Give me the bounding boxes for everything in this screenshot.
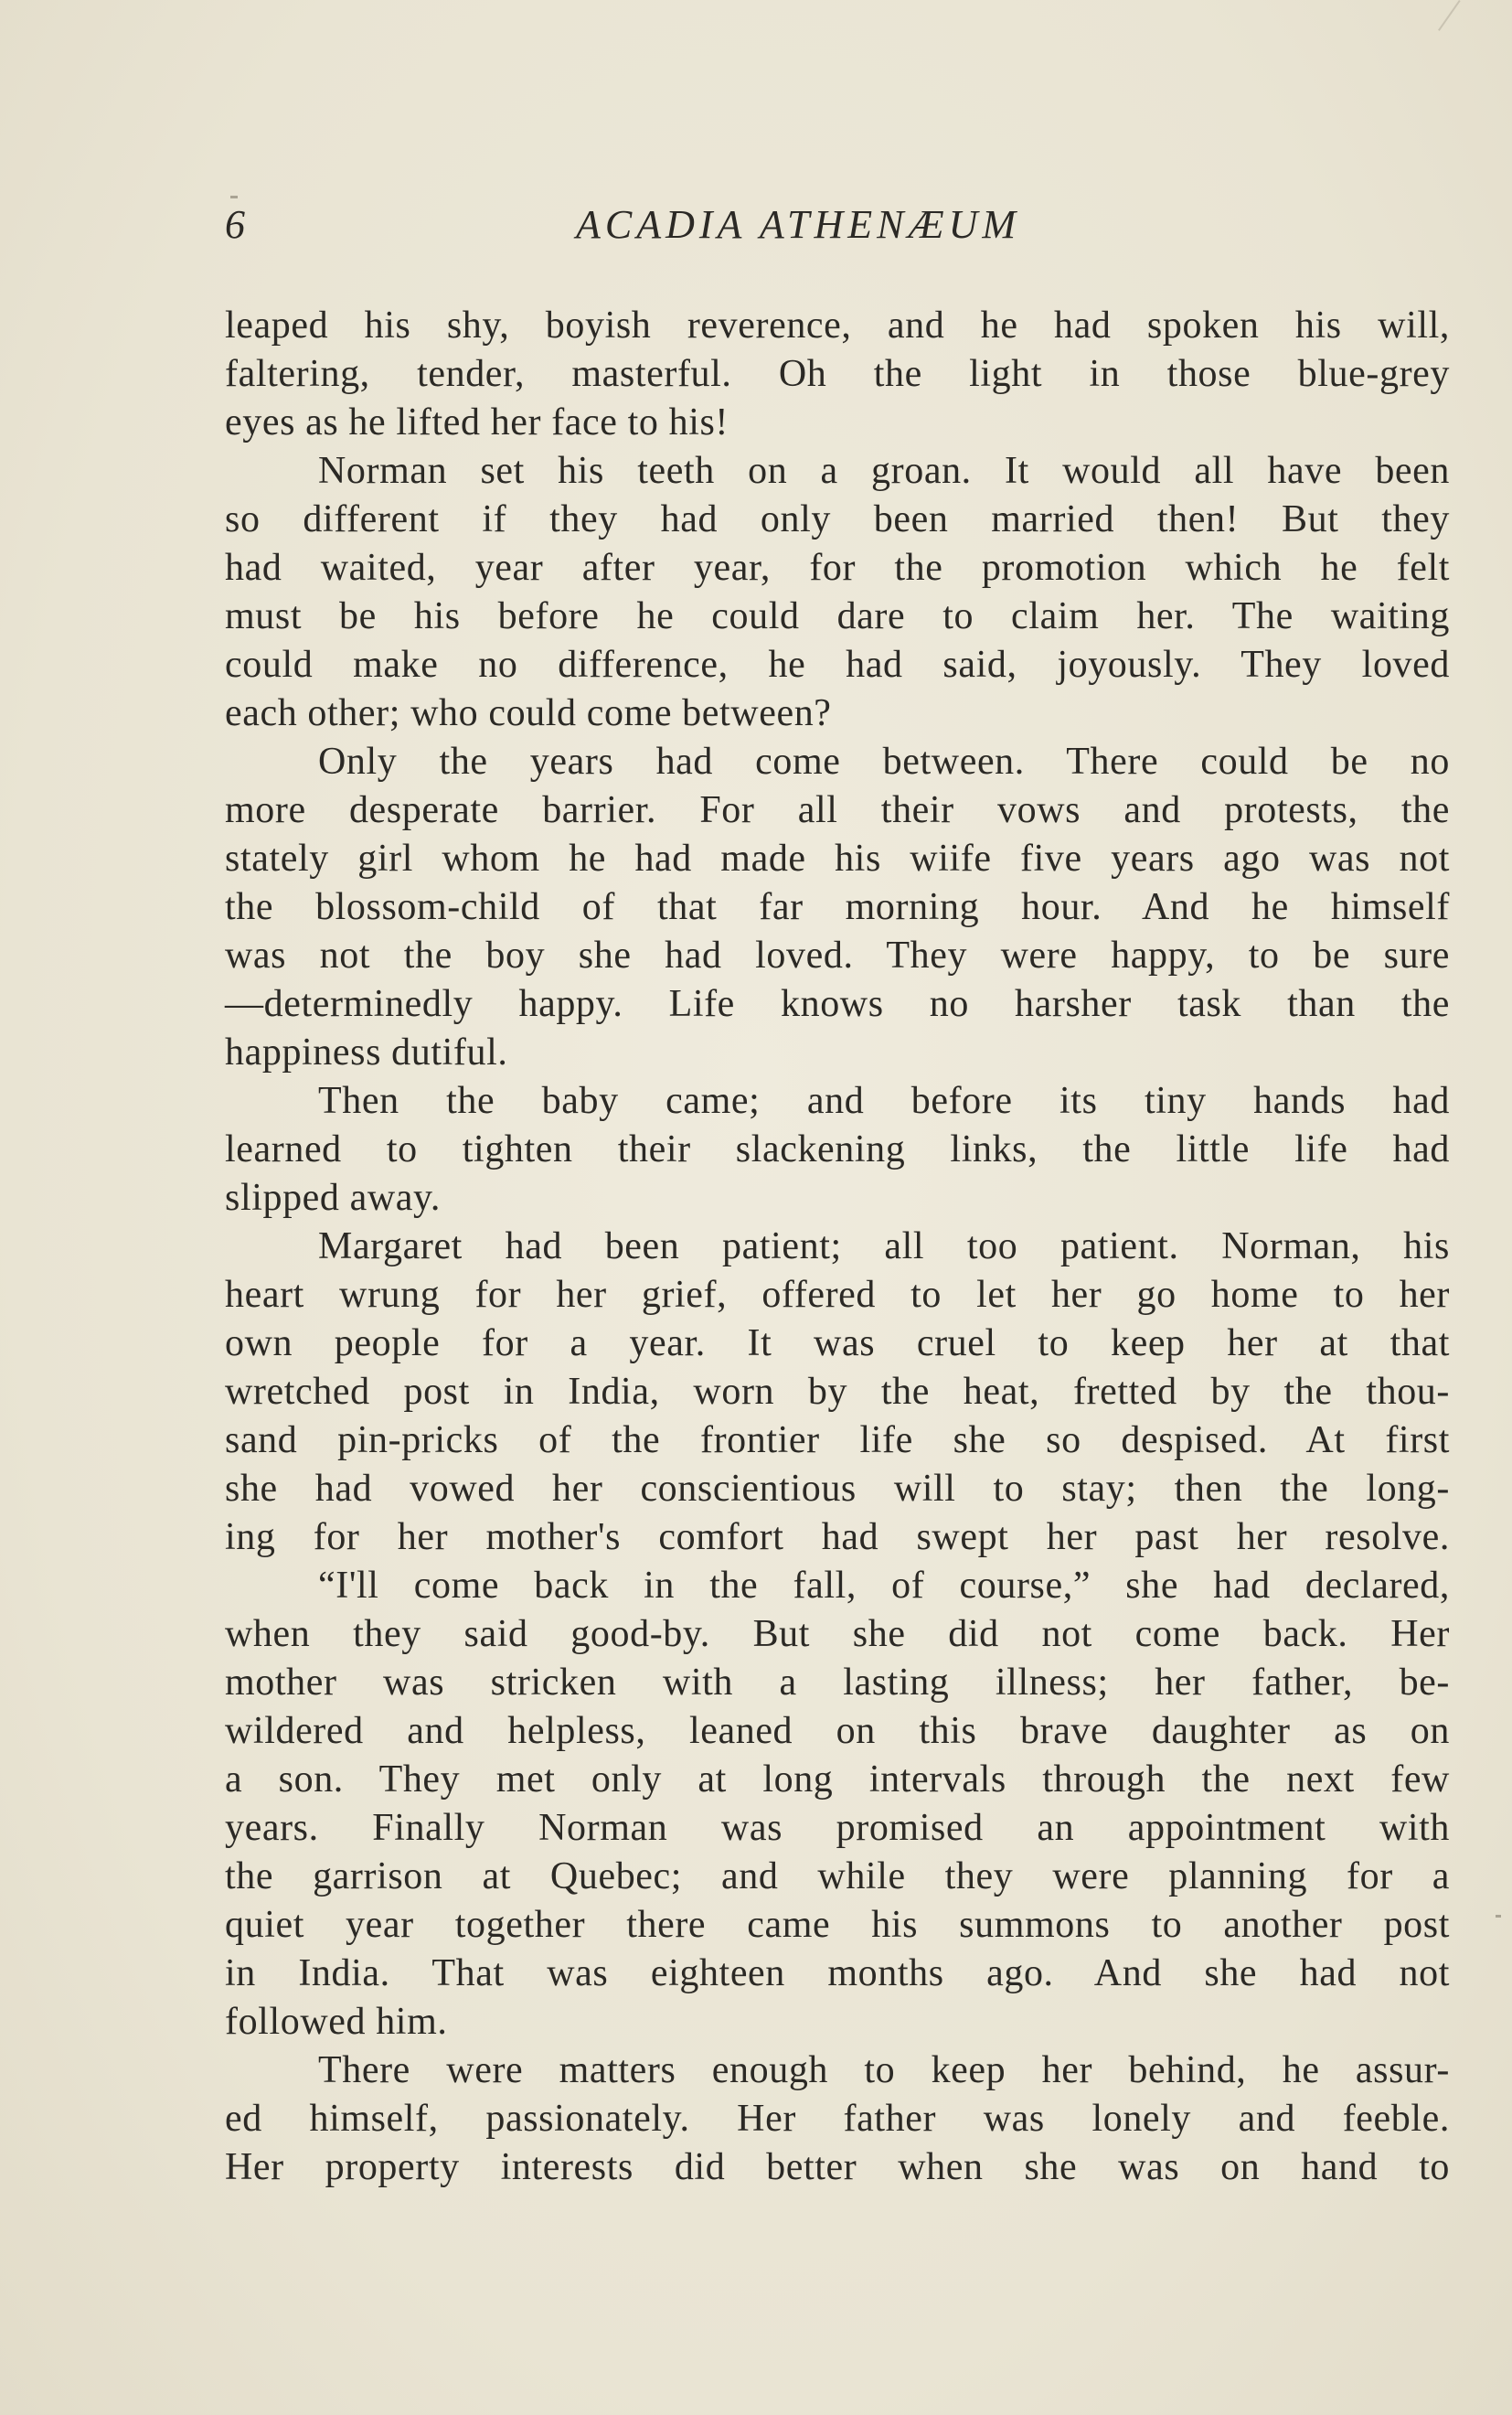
text-line: sand pin-pricks of the frontier life she so despised. At first bbox=[225, 1419, 1450, 1461]
text-line: Only the years had come between. There could be no bbox=[318, 741, 1450, 783]
scan-speck bbox=[1496, 1915, 1501, 1918]
text-line: the blossom-child of that far morning hour. And he himself bbox=[225, 886, 1450, 928]
text-line: could make no difference, he had said, joyously. They loved bbox=[225, 644, 1450, 686]
running-head: ACADIA ATHENÆUM bbox=[576, 202, 1021, 247]
text-line: wildered and helpless, leaned on this brave daughter as on bbox=[225, 1710, 1450, 1752]
text-line: more desperate barrier. For all their vows and protests, the bbox=[225, 789, 1450, 831]
text-line: wretched post in India, worn by the heat, fretted by the thou- bbox=[225, 1371, 1450, 1413]
text-line: Margaret had been patient; all too patient. Norman, his bbox=[318, 1225, 1450, 1267]
text-line: each other; who could come between? bbox=[225, 692, 832, 734]
text-line: in India. That was eighteen months ago. And she had not bbox=[225, 1952, 1450, 1994]
text-line: learned to tighten their slackening links, the little life had bbox=[225, 1128, 1450, 1170]
text-line: followed him. bbox=[225, 2001, 448, 2043]
text-line: There were matters enough to keep her behind, he assur- bbox=[318, 2049, 1450, 2091]
text-line: she had vowed her conscientious will to stay; then the long- bbox=[225, 1468, 1450, 1510]
text-line: slipped away. bbox=[225, 1177, 442, 1219]
text-line: the garrison at Quebec; and while they were planning for a bbox=[225, 1855, 1450, 1897]
text-line: when they said good-by. But she did not come back. Her bbox=[225, 1613, 1450, 1655]
text-line: years. Finally Norman was promised an appointment with bbox=[225, 1807, 1450, 1849]
text-line: Norman set his teeth on a groan. It would all have been bbox=[318, 450, 1450, 492]
text-line: eyes as he lifted her face to his! bbox=[225, 401, 729, 443]
text-line: happiness dutiful. bbox=[225, 1031, 508, 1074]
text-line: was not the boy she had loved. They were happy, to be sure bbox=[225, 935, 1450, 977]
text-line: Her property interests did better when she was on hand to bbox=[225, 2146, 1450, 2188]
text-line: heart wrung for her grief, offered to let her go home to her bbox=[225, 1274, 1450, 1316]
text-line: —determinedly happy. Life knows no harsher task than the bbox=[225, 983, 1450, 1025]
page-number: 6 bbox=[225, 202, 246, 247]
text-line: must be his before he could dare to claim her. The waiting bbox=[225, 595, 1450, 637]
text-line: a son. They met only at long intervals through the next few bbox=[225, 1758, 1450, 1801]
text-line: stately girl whom he had made his wiife five years ago was not bbox=[225, 838, 1450, 880]
body-text bbox=[225, 302, 1450, 2192]
text-line: leaped his shy, boyish reverence, and he had spoken his will, bbox=[225, 305, 1450, 347]
text-line: own people for a year. It was cruel to keep her at that bbox=[225, 1322, 1450, 1364]
text-line: ing for her mother's comfort had swept her past her resolve. bbox=[225, 1516, 1450, 1558]
page-header bbox=[0, 198, 1512, 262]
text-line: “I'll come back in the fall, of course,” she had declared, bbox=[318, 1565, 1450, 1607]
text-line: Then the baby came; and before its tiny hands had bbox=[318, 1080, 1450, 1122]
text-line: so different if they had only been married then! But they bbox=[225, 498, 1450, 540]
text-line: ed himself, passionately. Her father was lonely and feeble. bbox=[225, 2098, 1450, 2140]
text-line: had waited, year after year, for the promotion which he felt bbox=[225, 547, 1450, 589]
text-line: faltering, tender, masterful. Oh the light in those blue-grey bbox=[225, 353, 1450, 395]
text-line: quiet year together there came his summons to another post bbox=[225, 1904, 1450, 1946]
text-line: mother was stricken with a lasting illness; her father, be- bbox=[225, 1662, 1450, 1704]
